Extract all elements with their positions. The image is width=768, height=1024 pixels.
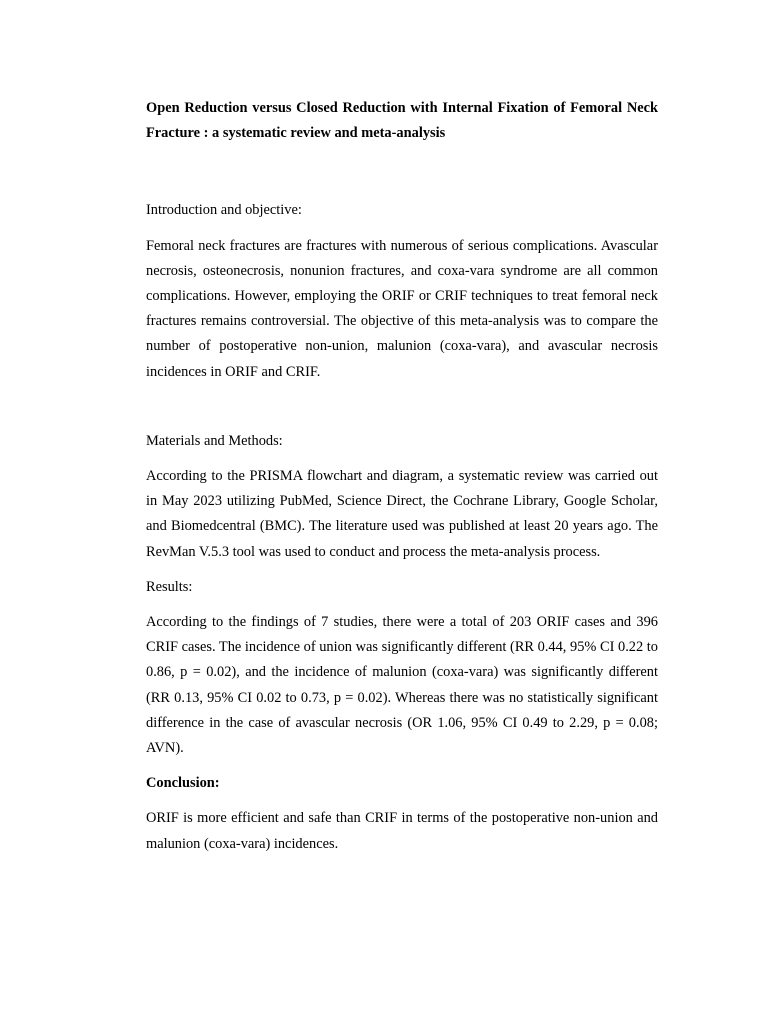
document-page	[146, 96, 658, 857]
methods-body: According to the PRISMA flowchart and diagram, a systematic review was carried out in May 2023 utilizing PubMed, Science Direct, the Cochrane Library, Google Scholar, and Biomedcentral (BMC). The literature used was published at least 20 years ago. The RevMan V.5.3 tool was used to conduct and process the meta-analysis process.	[146, 468, 658, 560]
conclusion-heading: Conclusion:	[146, 775, 220, 792]
conclusion-body: ORIF is more efficient and safe than CRIF in terms of the postoperative non-union and malunion (coxa-vara) incidences.	[146, 810, 658, 852]
document-title: Open Reduction versus Closed Reduction with Internal Fixation of Femoral Neck Fracture : a systematic review and meta-analysis	[146, 100, 658, 142]
introduction-body: Femoral neck fractures are fractures with numerous of serious complications. Avascular necrosis, osteonecrosis, nonunion fractures, and coxa-vara syndrome are all common complications. However, employing the ORIF or CRIF techniques to treat femoral neck fractures remains controversial. The objective of this meta-analysis was to compare the number of postoperative non-union, malunion (coxa-vara), and avascular necrosis incidences in ORIF and CRIF.	[146, 237, 658, 380]
introduction-heading: Introduction and objective:	[146, 202, 302, 219]
results-heading: Results:	[146, 578, 193, 595]
results-body: According to the findings of 7 studies, there were a total of 203 ORIF cases and 396 CRIF cases. The incidence of union was significantly different (RR 0.44, 95% CI 0.22 to 0.86, p = 0.02), and the incidence of malunion (coxa-vara) was significantly different (RR 0.13, 95% CI 0.02 to 0.73, p = 0.02). Whereas there was no statistically significant difference in the case of avascular necrosis (OR 1.06, 95% CI 0.49 to 2.29, p = 0.08; AVN).	[146, 614, 658, 757]
methods-heading: Materials and Methods:	[146, 432, 283, 449]
